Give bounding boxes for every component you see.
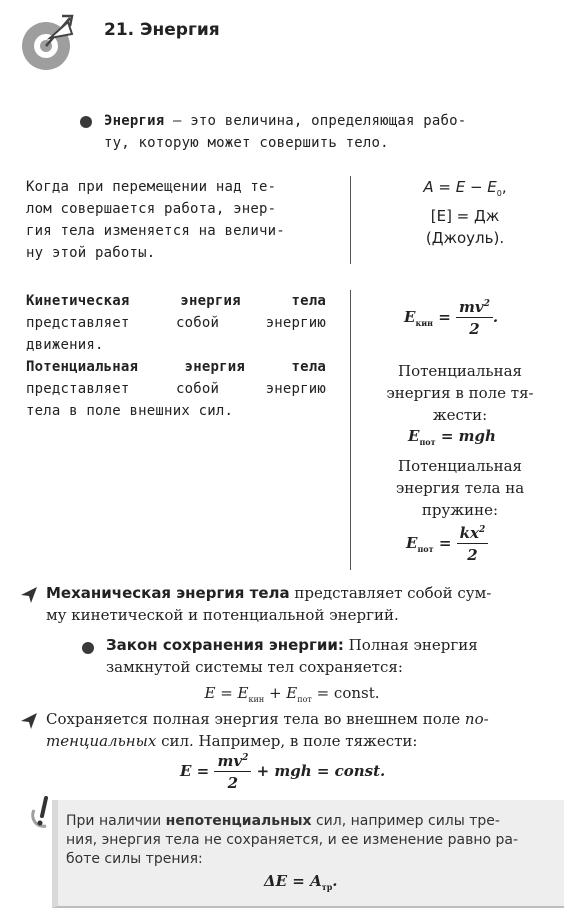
work-line: гия тела изменяется на величи- — [26, 223, 285, 239]
divider-line — [350, 290, 351, 570]
intro-term: Энергия — [104, 113, 165, 129]
target-logo-icon — [18, 12, 78, 72]
intro-line2: ту, которую может совершить тело. — [104, 135, 389, 151]
conservation-line2: замкнутой системы тел сохраняется: — [106, 658, 403, 676]
potential-line: представляет собой энергию — [26, 381, 326, 397]
bullet-icon — [82, 642, 94, 654]
work-line: лом совершается работа, энер- — [26, 201, 277, 217]
work-text — [26, 176, 346, 264]
energy-unit-name: (Джоуль). — [425, 229, 505, 247]
work-formulas — [370, 176, 560, 249]
kinetic-text — [26, 290, 326, 422]
exclamation-note-icon — [28, 796, 62, 832]
mechanical-term: Механическая энергия тела — [46, 584, 290, 602]
conservation-formula: $E = E_{кин} + E_{пот}$ = const. — [204, 684, 380, 704]
divider-line — [350, 176, 351, 264]
section-title: 21. Энергия — [104, 20, 220, 40]
kinetic-line: движения. — [26, 337, 104, 353]
kinetic-term: Кинетическая энергия тела — [26, 293, 326, 309]
conservation-term: Закон сохранения энергии: — [106, 636, 344, 654]
conservation-law — [106, 634, 566, 678]
work-line: ну этой работы. — [26, 245, 156, 261]
bullet-icon — [80, 116, 92, 128]
work-line: Когда при перемещении над те- — [26, 179, 277, 195]
pointer-arrow-icon — [20, 712, 38, 730]
intro-definition — [104, 110, 564, 154]
spring-caption: Потенциальная энергия тела на пружине: — [395, 457, 525, 519]
note-text: При наличии непотенциальных сил, например силы тре- ния, энергия тела не сохраняется, и ее изменение равно ра- боте силы трения: — [66, 813, 519, 867]
spring-formula: $E_{пот}$ = $\frac{kx^2}{2}$ — [406, 524, 488, 564]
energy-unit: [E] = Дж — [430, 207, 500, 225]
pointer-arrow-icon — [20, 586, 38, 604]
gravity-caption: Потенциальная энергия в поле тя- жести: — [386, 362, 534, 424]
potential-line: тела в поле внешних сил. — [26, 403, 234, 419]
mechanical-definition — [46, 582, 566, 626]
kinetic-line: представляет собой энергию — [26, 315, 326, 331]
work-formula: $A = E - E_0$, — [423, 178, 507, 198]
friction-formula: $\Delta E = A_{тр}$. — [264, 872, 338, 892]
conservation-rest: Полная энергия — [343, 636, 478, 654]
field-formula: E = $\frac{mv^2}{2}$ + mgh = const. — [180, 752, 386, 792]
gravity-formula: $E_{пот}$ = mgh — [408, 427, 496, 447]
intro-line1-rest: — это величина, определяющая рабо- — [164, 113, 467, 129]
mechanical-rest: представляет собой сум- — [289, 584, 492, 602]
mechanical-line2: му кинетической и потенциальной энергий. — [46, 606, 399, 624]
kinetic-formula: $E_{кин}$ = $\frac{mv^2}{2}$ . — [404, 298, 499, 338]
field-note: Сохраняется полная энергия тела во внешнем поле по- тенциальных сил. Например, в поле тяжести: — [46, 710, 489, 750]
potential-term: Потенциальная энергия тела — [26, 359, 326, 375]
